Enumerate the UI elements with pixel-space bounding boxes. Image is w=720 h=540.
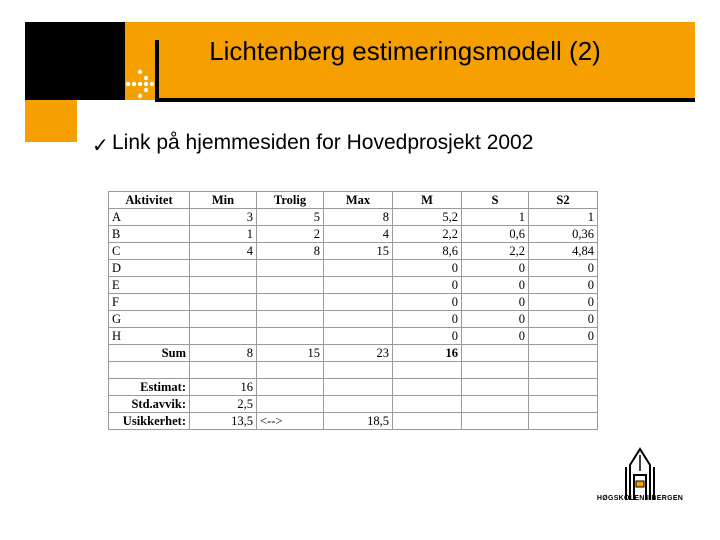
col-header: Max bbox=[324, 192, 393, 209]
cell: 2,2 bbox=[462, 243, 529, 260]
cell: 0,36 bbox=[529, 226, 598, 243]
sum-max: 23 bbox=[324, 345, 393, 362]
cell: 0 bbox=[393, 328, 462, 345]
cell bbox=[324, 396, 393, 413]
cell: H bbox=[109, 328, 190, 345]
table-row bbox=[109, 209, 598, 226]
bullet-text: Link på hjemmesiden for Hovedprosjekt 2002 bbox=[112, 131, 534, 154]
table-header-row bbox=[109, 192, 598, 209]
cell: 1 bbox=[190, 226, 257, 243]
col-header: Min bbox=[190, 192, 257, 209]
cell bbox=[529, 345, 598, 362]
cell bbox=[529, 413, 598, 430]
logo-text: HØGSKOLEN I BERGEN bbox=[596, 495, 684, 502]
cell bbox=[393, 413, 462, 430]
cell: 4 bbox=[324, 226, 393, 243]
estimat-row bbox=[109, 379, 598, 396]
cell bbox=[462, 379, 529, 396]
cell: 0 bbox=[393, 311, 462, 328]
col-header: M bbox=[393, 192, 462, 209]
cell: 0 bbox=[529, 311, 598, 328]
cell bbox=[109, 362, 190, 379]
cell bbox=[190, 311, 257, 328]
sum-min: 8 bbox=[190, 345, 257, 362]
slide-title: Lichtenberg estimeringsmodell (2) bbox=[209, 36, 601, 66]
table-row bbox=[109, 311, 598, 328]
table-row bbox=[109, 294, 598, 311]
cell: B bbox=[109, 226, 190, 243]
col-header: S bbox=[462, 192, 529, 209]
usikkerhet-arrow: <--> bbox=[257, 413, 324, 430]
col-header: Aktivitet bbox=[109, 192, 190, 209]
table-row bbox=[109, 243, 598, 260]
cell bbox=[257, 260, 324, 277]
cell bbox=[324, 277, 393, 294]
cell: 0 bbox=[462, 294, 529, 311]
cell: E bbox=[109, 277, 190, 294]
cell bbox=[190, 328, 257, 345]
table-row bbox=[109, 260, 598, 277]
cell: D bbox=[109, 260, 190, 277]
cell bbox=[324, 379, 393, 396]
cell bbox=[257, 379, 324, 396]
cell: 0 bbox=[462, 311, 529, 328]
cell bbox=[257, 311, 324, 328]
table-row bbox=[109, 226, 598, 243]
blank-row bbox=[109, 362, 598, 379]
table-row bbox=[109, 328, 598, 345]
usikkerhet-high: 18,5 bbox=[324, 413, 393, 430]
cell: 8 bbox=[324, 209, 393, 226]
sum-m: 16 bbox=[393, 345, 462, 362]
checkmark-icon: ✓ bbox=[92, 135, 109, 157]
cell bbox=[529, 379, 598, 396]
cell: 0 bbox=[462, 277, 529, 294]
cell: G bbox=[109, 311, 190, 328]
cell bbox=[393, 379, 462, 396]
cell: 5 bbox=[257, 209, 324, 226]
cell bbox=[257, 362, 324, 379]
cell bbox=[190, 277, 257, 294]
arrow-dots-icon bbox=[124, 66, 160, 102]
cell bbox=[257, 396, 324, 413]
cell: 1 bbox=[529, 209, 598, 226]
cell bbox=[190, 260, 257, 277]
usikkerhet-row bbox=[109, 413, 598, 430]
estimat-value: 16 bbox=[190, 379, 257, 396]
usikkerhet-low: 13,5 bbox=[190, 413, 257, 430]
cell bbox=[257, 277, 324, 294]
stdavvik-value: 2,5 bbox=[190, 396, 257, 413]
cell bbox=[324, 294, 393, 311]
cell bbox=[393, 396, 462, 413]
cell: 15 bbox=[324, 243, 393, 260]
cell bbox=[462, 413, 529, 430]
cell bbox=[462, 362, 529, 379]
estimat-label: Estimat: bbox=[109, 379, 190, 396]
cell: 0,6 bbox=[462, 226, 529, 243]
cell bbox=[257, 294, 324, 311]
cell bbox=[190, 294, 257, 311]
banner-underline bbox=[155, 98, 695, 102]
col-header: S2 bbox=[529, 192, 598, 209]
cell: 0 bbox=[393, 260, 462, 277]
cell bbox=[529, 362, 598, 379]
sum-row bbox=[109, 345, 598, 362]
cell bbox=[324, 260, 393, 277]
col-header: Trolig bbox=[257, 192, 324, 209]
corner-block bbox=[25, 22, 125, 100]
cell: 3 bbox=[190, 209, 257, 226]
stdavvik-row bbox=[109, 396, 598, 413]
cell bbox=[462, 396, 529, 413]
cell: 0 bbox=[529, 260, 598, 277]
cell: 8,6 bbox=[393, 243, 462, 260]
cell bbox=[324, 362, 393, 379]
sum-label: Sum bbox=[109, 345, 190, 362]
stdavvik-label: Std.avvik: bbox=[109, 396, 190, 413]
cell bbox=[462, 345, 529, 362]
cell: 0 bbox=[529, 328, 598, 345]
cell: 2,2 bbox=[393, 226, 462, 243]
cell: 8 bbox=[257, 243, 324, 260]
cell: 0 bbox=[393, 277, 462, 294]
cell: 0 bbox=[529, 294, 598, 311]
cell: C bbox=[109, 243, 190, 260]
cell: F bbox=[109, 294, 190, 311]
cell bbox=[190, 362, 257, 379]
cell: 2 bbox=[257, 226, 324, 243]
cell: 1 bbox=[462, 209, 529, 226]
cell bbox=[324, 311, 393, 328]
cell bbox=[324, 328, 393, 345]
cell: 0 bbox=[529, 277, 598, 294]
estimation-table bbox=[108, 191, 598, 430]
corner-accent bbox=[25, 100, 77, 142]
sum-trolig: 15 bbox=[257, 345, 324, 362]
cell: 4,84 bbox=[529, 243, 598, 260]
usikkerhet-label: Usikkerhet: bbox=[109, 413, 190, 430]
cell: 0 bbox=[393, 294, 462, 311]
table-row bbox=[109, 277, 598, 294]
cell bbox=[393, 362, 462, 379]
cell: 0 bbox=[462, 260, 529, 277]
cell: 0 bbox=[462, 328, 529, 345]
cell: A bbox=[109, 209, 190, 226]
cell: 5,2 bbox=[393, 209, 462, 226]
cell: 4 bbox=[190, 243, 257, 260]
cell bbox=[529, 396, 598, 413]
cell bbox=[257, 328, 324, 345]
